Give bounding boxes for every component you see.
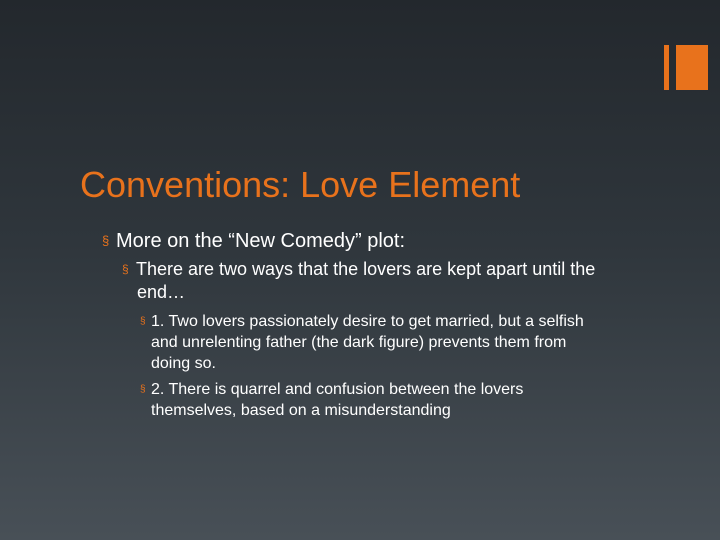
bullet-marker: § <box>140 384 146 395</box>
slide-title: Conventions: Love Element <box>80 164 521 205</box>
bullet-text-line: 1. Two lovers passionately desire to get married, but a selfish <box>151 313 584 330</box>
bullet-text-line: and unrelenting father (the dark figure) prevents them from <box>151 334 567 351</box>
bullet-text <box>122 258 702 304</box>
bullet-text-line: 2. There is quarrel and confusion between the lovers <box>151 381 524 398</box>
bullet-level-1 <box>102 229 692 253</box>
bullet-level-3-second <box>140 379 700 421</box>
bullet-level-3-first <box>140 311 700 374</box>
bullet-level-2 <box>122 258 702 304</box>
bullet-marker: § <box>102 233 110 248</box>
bullet-text-line: There are two ways that the lovers are kept apart until the <box>136 259 596 279</box>
accent-bar-thin <box>664 45 669 90</box>
bullet-marker: § <box>140 316 146 327</box>
accent-bar-thick <box>676 45 708 90</box>
bullet-text-line: doing so. <box>151 355 216 372</box>
bullet-marker: § <box>122 262 129 276</box>
bullet-text-line: themselves, based on a misunderstanding <box>151 402 451 419</box>
bullet-text-line: end… <box>137 282 186 302</box>
bullet-text: More on the “New Comedy” plot: <box>116 230 406 252</box>
